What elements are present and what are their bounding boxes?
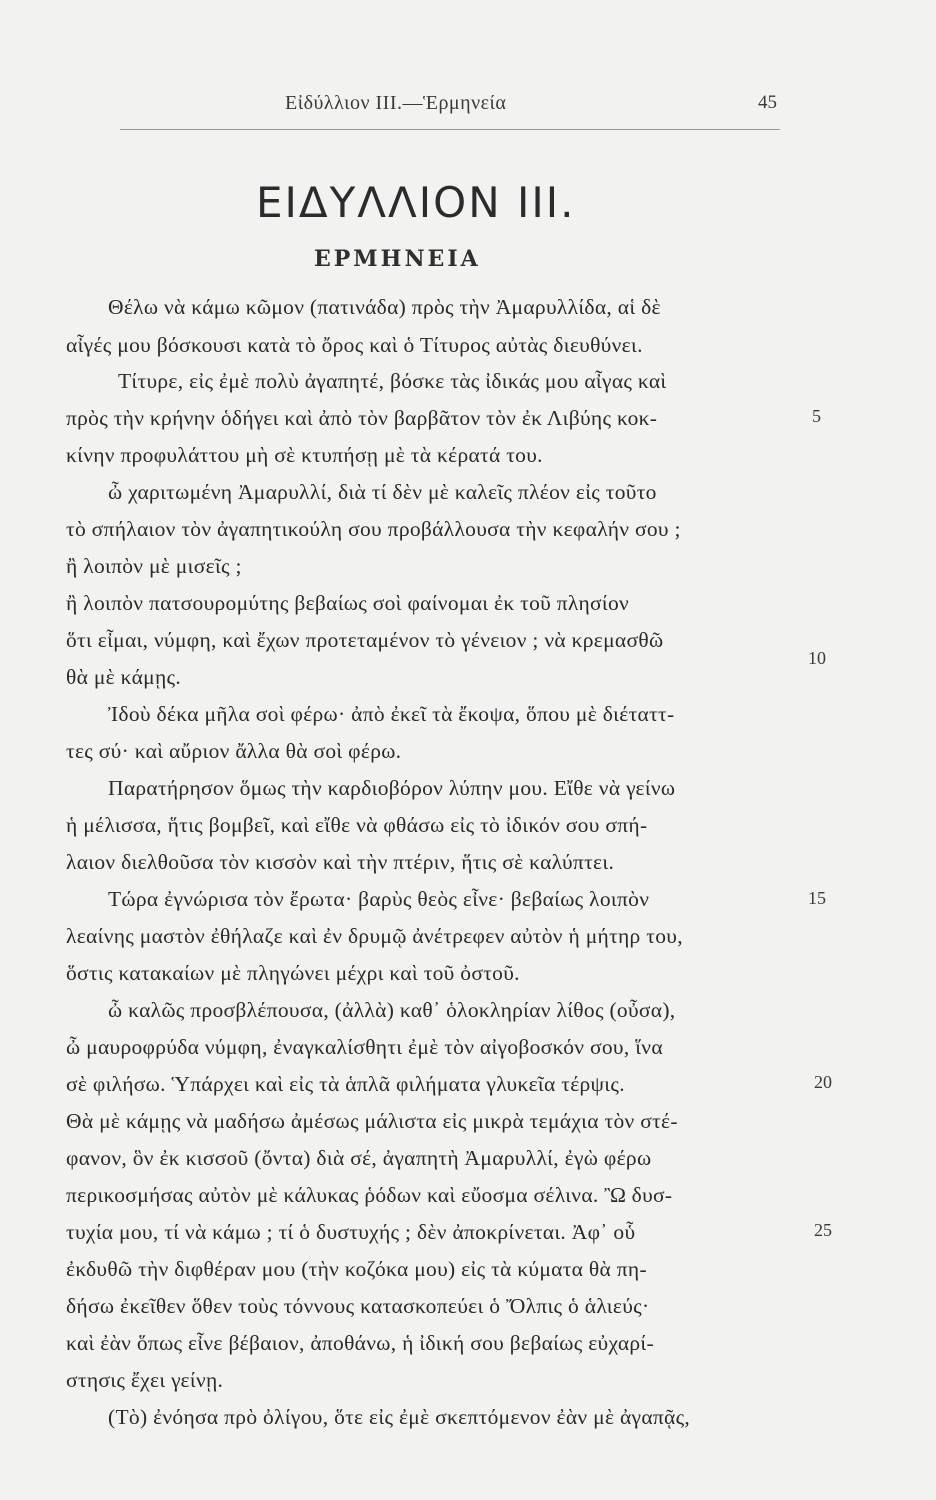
- text-line: περικοσμήσας αὐτὸν μὲ κάλυκας ῥόδων καὶ εὔοσμα σέλινα. Ὢ δυσ-: [66, 1183, 673, 1207]
- line-number: 20: [814, 1072, 832, 1092]
- text-line: ἢ λοιπὸν πατσουρομύτης βεβαίως σοὶ φαίνομαι ἐκ τοῦ πλησίον: [66, 591, 630, 615]
- text-line: τὸ σπήλαιον τὸν ἀγαπητικούλη σου προβάλλουσα τὴν κεφαλήν σου ;: [66, 517, 681, 541]
- text-line: Τίτυρε, εἰς ἐμὲ πολὺ ἀγαπητέ, βόσκε τὰς ἰδικάς μου αἶγας καὶ: [118, 369, 667, 393]
- text-line: λαιον διελθοῦσα τὸν κισσὸν καὶ τὴν πτέριν, ἥτις σὲ καλύπτει.: [66, 850, 615, 874]
- text-line: πρὸς τὴν κρήνην ὁδήγει καὶ ἀπὸ τὸν βαρβᾶτον τὸν ἐκ Λιβύης κοκ-: [66, 406, 658, 430]
- page-number: 45: [758, 92, 777, 113]
- text-line: Παρατήρησον ὅμως τὴν καρδιοβόρον λύπην μου. Εἴθε νὰ γείνω: [108, 776, 676, 800]
- running-title: Εἰδύλλιον ΙΙΙ.—Ἑρμηνεία: [285, 92, 507, 114]
- text-line: καὶ ἐὰν ὅπως εἶνε βέβαιον, ἀποθάνω, ἡ ἰδική σου βεβαίως εὐχαρί-: [66, 1331, 654, 1355]
- text-line: ἢ λοιπὸν μὲ μισεῖς ;: [66, 554, 242, 578]
- header-rule: [120, 129, 780, 130]
- text-line: Θὰ μὲ κάμῃς νὰ μαδήσω ἀμέσως μάλιστα εἰς μικρὰ τεμάχια τὸν στέ-: [66, 1109, 678, 1133]
- text-line: στησις ἔχει γείνῃ.: [66, 1368, 224, 1392]
- line-number: 15: [808, 888, 826, 908]
- text-line: Ἰδοὺ δέκα μῆλα σοὶ φέρω· ἀπὸ ἐκεῖ τὰ ἔκοψα, ὅπου μὲ διέταττ-: [108, 702, 675, 726]
- chapter-subtitle: ΕΡΜΗΝΕΙΑ: [314, 246, 481, 272]
- text-line: θὰ μὲ κάμῃς.: [66, 665, 182, 689]
- line-number: 10: [808, 648, 826, 668]
- line-number: 5: [812, 406, 821, 426]
- text-line: κίνην προφυλάττου μὴ σὲ κτυπήσῃ μὲ τὰ κέρατά του.: [66, 443, 543, 467]
- text-line: ὅστις κατακαίων μὲ πληγώνει μέχρι καὶ τοῦ ὀστοῦ.: [66, 961, 520, 985]
- text-line: ὦ χαριτωμένη Ἀμαρυλλί, διὰ τί δὲν μὲ καλεῖς πλέον εἰς τοῦτο: [108, 480, 657, 504]
- text-line: τυχία μου, τί νὰ κάμω ; τί ὁ δυστυχής ; δὲν ἀποκρίνεται. Ἀφ᾽ οὗ: [66, 1220, 636, 1244]
- text-line: λεαίνης μαστὸν ἐθήλαζε καὶ ἐν δρυμῷ ἀνέτρεφεν αὐτὸν ἡ μήτηρ του,: [66, 924, 683, 948]
- text-line: Τώρα ἐγνώρισα τὸν ἔρωτα· βαρὺς θεὸς εἶνε· βεβαίως λοιπὸν: [108, 887, 650, 911]
- text-line: ἡ μέλισσα, ἥτις βομβεῖ, καὶ εἴθε νὰ φθάσω εἰς τὸ ἰδικόν σου σπή-: [66, 813, 648, 837]
- line-number: 25: [814, 1220, 832, 1240]
- text-line: αἶγές μου βόσκουσι κατὰ τὸ ὄρος καὶ ὁ Τίτυρος αὐτὰς διευθύνει.: [66, 333, 643, 357]
- text-line: ὅτι εἶμαι, νύμφη, καὶ ἔχων προτεταμένον τὸ γένειον ; νὰ κρεμασθῶ: [66, 628, 664, 652]
- text-line: φανον, ὃν ἐκ κισσοῦ (ὄντα) διὰ σέ, ἀγαπητὴ Ἀμαρυλλί, ἐγὼ φέρω: [66, 1146, 652, 1170]
- chapter-title: ΕΙΔΥΛΛΙΟΝ ΙΙΙ.: [256, 178, 576, 227]
- text-line: δήσω ἐκεῖθεν ὅθεν τοὺς τόννους κατασκοπεύει ὁ Ὄλπις ὁ ἁλιεύς·: [66, 1294, 650, 1318]
- text-line: τες σύ· καὶ αὔριον ἄλλα θὰ σοὶ φέρω.: [66, 739, 402, 763]
- text-line: (Τὸ) ἐνόησα πρὸ ὀλίγου, ὅτε εἰς ἐμὲ σκεπτόμενον ἐὰν μὲ ἀγαπᾷς,: [108, 1405, 691, 1429]
- text-line: ὦ καλῶς προσβλέπουσα, (ἀλλὰ) καθ᾽ ὁλοκληρίαν λίθος (οὖσα),: [108, 998, 676, 1022]
- text-line: Θέλω νὰ κάμω κῶμον (πατινάδα) πρὸς τὴν Ἀμαρυλλίδα, αἱ δὲ: [108, 295, 661, 319]
- text-line: ὦ μαυροφρύδα νύμφη, ἐναγκαλίσθητι ἐμὲ τὸν αἰγοβοσκόν σου, ἵνα: [66, 1035, 663, 1059]
- running-head: [0, 92, 936, 122]
- text-line: σὲ φιλήσω. Ὑπάρχει καὶ εἰς τὰ ἁπλᾶ φιλήματα γλυκεῖα τέρψις.: [66, 1072, 625, 1096]
- text-line: ἐκδυθῶ τὴν διφθέραν μου (τὴν κοζόκα μου) εἰς τὰ κύματα θὰ πη-: [66, 1257, 647, 1281]
